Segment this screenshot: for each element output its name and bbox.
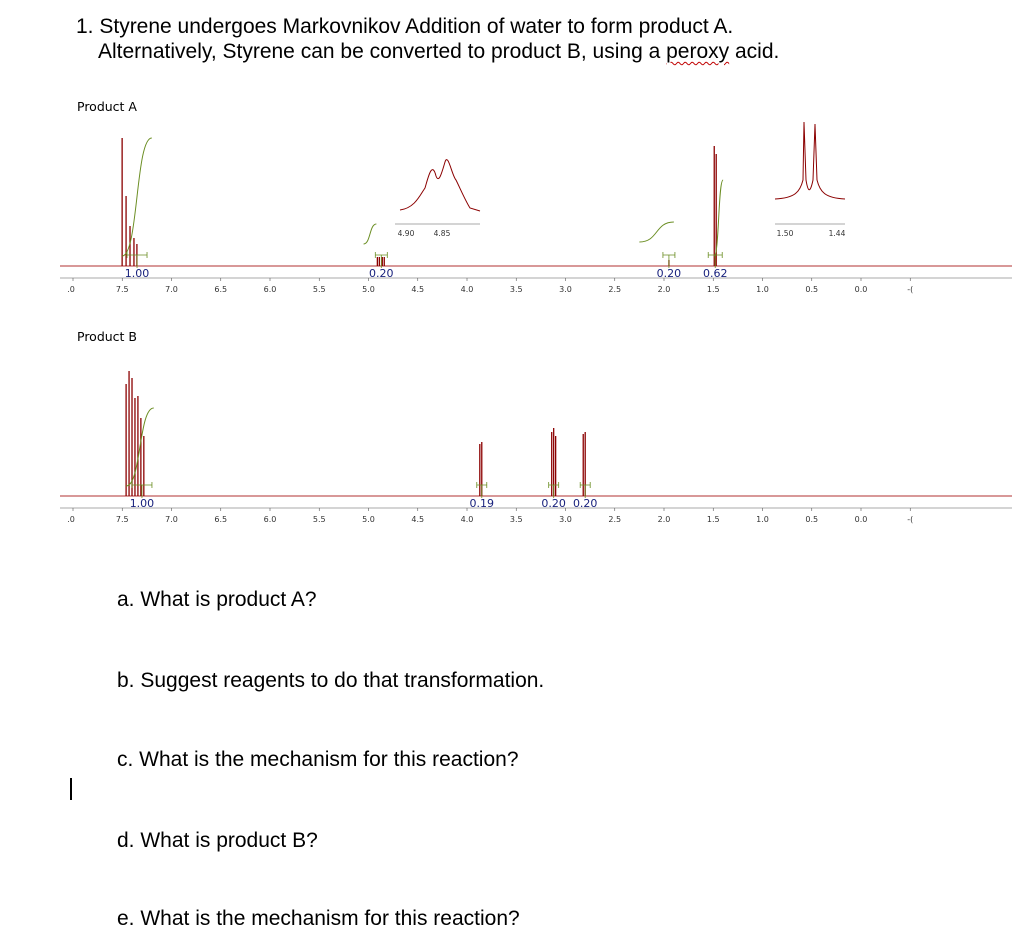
spec-a-inset-ch3-tick-1: 1.44 [828,229,846,238]
spec-b-tick-label: 1.5 [706,515,720,524]
text-cursor [70,778,72,800]
spec-b-tick-label: 2.5 [608,515,622,524]
spec-a-tick-label: 6.0 [263,285,277,294]
question-d: d. What is product B? [117,829,318,852]
spec-a-tick-label: 4.0 [460,285,474,294]
spec-a-tick-label: 2.5 [608,285,622,294]
spec-a-integral-value-1: 0.20 [369,267,394,280]
spec-a-tick-label: 0.0 [854,285,868,294]
nmr-spectrum-product-b [0,330,1024,550]
spec-a-tick-label: 2.0 [657,285,671,294]
spec-b-integral-aromatic [126,408,154,486]
spec-b-tick-label: 6.5 [214,515,228,524]
spec-b-tick-label: 6.0 [263,515,277,524]
spec-a-inset-ch3-doublet [775,122,845,199]
spec-b-integral-value-3: 0.20 [572,497,598,510]
spec-b-tick-label: 4.5 [411,515,425,524]
spectrum-a-label: Product A [77,99,137,114]
spec-b-tick-label: 3.5 [509,515,523,524]
spec-b-tick-label: 4.0 [460,515,474,524]
spec-a-tick-label: -( [907,285,914,294]
spec-b-tick-label: 3.0 [559,515,572,524]
spec-a-tick-label: 7.5 [115,285,129,294]
question-b: b. Suggest reagents to do that transformation. [117,669,545,692]
spellcheck-flagged-word[interactable]: peroxy [666,40,730,63]
spec-b-tick-label: 7.0 [165,515,178,524]
spec-a-tick-label: 1.5 [706,285,720,294]
spec-b-tick-label: 5.5 [312,515,326,524]
spec-a-integral-value-3: 0.62 [702,267,728,280]
spec-a-tick-label: 3.0 [559,285,572,294]
spec-a-integral-ch [364,224,377,244]
spec-a-integral-oh [639,222,673,242]
spec-a-inset-ch-tick-0: 4.90 [397,229,415,238]
spec-a-tick-label: 5.0 [362,285,375,294]
spec-b-integral-value-1: 0.19 [469,497,495,510]
spec-a-tick-label: 5.5 [312,285,326,294]
spec-a-tick-label: 1.0 [756,285,769,294]
spectrum-b-label: Product B [77,329,138,344]
title-line-2 [76,39,779,64]
spec-a-tick-label: 7.0 [165,285,178,294]
spec-a-inset-ch-tick-1: 4.85 [433,229,451,238]
title-line-2-text: Alternatively, Styrene can be converted to product B, using a [98,40,667,63]
spec-b-tick-label: 0.0 [854,515,868,524]
spec-b-tick-label: .0 [67,515,75,524]
spec-a-inset-ch3-tick-0: 1.50 [776,229,794,238]
spec-b-tick-label: 0.5 [805,515,819,524]
spec-a-inset-ch-quartet [400,160,480,211]
spec-a-tick-label: .0 [67,285,75,294]
spec-b-tick-label: -( [907,515,914,524]
spec-b-tick-label: 7.5 [115,515,129,524]
question-c: c. What is the mechanism for this reaction? [117,748,519,771]
spec-a-tick-label: 6.5 [214,285,228,294]
spec-b-integral-value-0: 1.00 [129,497,155,510]
question-title [76,14,779,64]
spec-b-tick-label: 1.0 [756,515,769,524]
question-a: a. What is product A? [117,588,317,611]
spec-a-tick-label: 3.5 [509,285,523,294]
spec-a-tick-label: 0.5 [805,285,819,294]
question-e: e. What is the mechanism for this reaction? [117,907,520,930]
spec-a-integral-value-0: 1.00 [124,267,150,280]
title-line-2-end: acid. [729,40,780,63]
spec-b-tick-label: 5.0 [362,515,375,524]
spec-a-tick-label: 4.5 [411,285,425,294]
nmr-spectrum-product-a [0,100,1024,320]
spec-b-integral-value-2: 0.20 [541,497,566,510]
spec-b-tick-label: 2.0 [657,515,671,524]
spec-a-integral-value-2: 0.20 [656,267,682,280]
title-line-1: 1. Styrene undergoes Markovnikov Addition of water to form product A. [76,15,734,38]
